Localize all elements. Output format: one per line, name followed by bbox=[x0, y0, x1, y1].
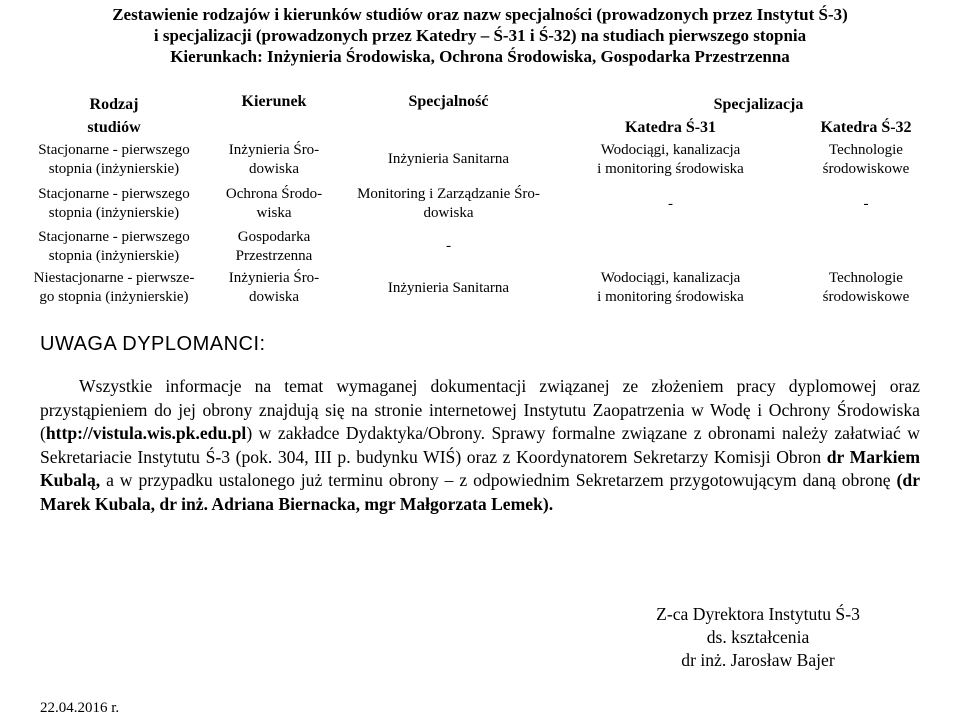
notice-paragraph: Wszystkie informacje na temat wymaganej dokumentacji związanej ze złożeniem pracy dyplomowej oraz przystąpieniem do jej obrony znajdują się na stronie internetowej Instytutu Zaopatrzenia w Wodę i Ochrony Środowiska (http://vistula.wis.pk.edu.pl) w zakładce Dydaktyka/Obrony. Sprawy formalne związane z obronami należy załatwiać w Sekretariacie Instytutu Ś-3 (pok. 304, III p. budynku WIŚ) oraz z Koordynatorem Sekretarzy Komisji Obron dr Markiem Kubalą, a w przypadku ustalonego już terminu obrony – z odpowiednim Sekretarzem przygotowującym daną obronę (dr Marek Kubala, dr inż. Adriana Biernacka, mgr Małgorzata Lemek). bbox=[40, 376, 920, 514]
cell-rodzaj: Stacjonarne - pierwszego stopnia (inżynierskie) bbox=[38, 186, 190, 221]
programs-table bbox=[14, 92, 954, 309]
cell-specjalizacja-s31 bbox=[563, 226, 778, 267]
header-katedra-s31: Katedra Ś-31 bbox=[624, 118, 717, 136]
cell-rodzaj: Stacjonarne - pierwszego stopnia (inżynierskie) bbox=[38, 141, 190, 177]
cell-kierunek: Ochrona Środo- wiska bbox=[225, 186, 323, 221]
header-kierunek: Kierunek bbox=[241, 93, 307, 110]
table-row bbox=[14, 226, 954, 267]
signature-block bbox=[608, 603, 908, 672]
header-rodzaj: Rodzaj bbox=[89, 96, 139, 113]
table-header-row bbox=[14, 92, 954, 117]
title-line-1: Zestawienie rodzajów i kierunków studiów oraz nazw specjalności (prowadzonych przez Instytut Ś-3) bbox=[112, 5, 848, 24]
title-line-2: i specjalizacji (prowadzonych przez Katedry – Ś-31 i Ś-32) na studiach pierwszego stopnia bbox=[153, 26, 807, 45]
header-katedra-s32: Katedra Ś-32 bbox=[820, 118, 912, 136]
cell-specjalizacja-s32: Technologie środowiskowe bbox=[822, 141, 910, 177]
secretaries-names: (dr Marek Kubala, dr inż. Adriana Biernacka, mgr Małgorzata Lemek). bbox=[40, 470, 920, 514]
cell-specjalizacja-s32 bbox=[778, 226, 954, 267]
notice-heading: UWAGA DYPLOMANCI: bbox=[40, 333, 266, 355]
cell-specjalizacja-s32: Technologie środowiskowe bbox=[822, 270, 910, 305]
header-specjalnosc: Specjalność bbox=[408, 93, 489, 110]
coordinator-name: dr Markiem Kubalą, bbox=[40, 446, 920, 490]
header-studiow: studiów bbox=[87, 118, 141, 136]
table-row bbox=[14, 182, 954, 226]
cell-rodzaj: Stacjonarne - pierwszego stopnia (inżynierskie) bbox=[38, 228, 190, 264]
signature-line-3: dr inż. Jarosław Bajer bbox=[681, 650, 835, 670]
cell-specjalnosc: - bbox=[446, 238, 451, 254]
cell-kierunek: Gospodarka Przestrzenna bbox=[235, 228, 313, 264]
institute-url: http://vistula.wis.pk.edu.pl bbox=[45, 423, 247, 443]
cell-specjalnosc: Monitoring i Zarządzanie Śro- dowiska bbox=[357, 186, 540, 221]
cell-specjalizacja-s31: - bbox=[668, 195, 673, 212]
signature-line-1: Z-ca Dyrektora Instytutu Ś-3 bbox=[656, 604, 860, 624]
table-row bbox=[14, 137, 954, 182]
title-line-3: Kierunkach: Inżynieria Środowiska, Ochrona Środowiska, Gospodarka Przestrzenna bbox=[170, 47, 790, 66]
cell-kierunek: Inżynieria Śro- dowiska bbox=[228, 270, 320, 305]
signature-line-2: ds. kształcenia bbox=[706, 627, 810, 647]
cell-specjalizacja-s32: - bbox=[863, 195, 869, 212]
cell-specjalnosc: Inżynieria Sanitarna bbox=[387, 279, 510, 296]
header-specjalizacja: Specjalizacja bbox=[713, 96, 804, 113]
cell-specjalizacja-s31: Wodociągi, kanalizacja i monitoring środowiska bbox=[597, 270, 744, 305]
document-title bbox=[0, 4, 960, 67]
cell-specjalnosc: Inżynieria Sanitarna bbox=[387, 151, 510, 167]
cell-rodzaj: Niestacjonarne - pierwsze- go stopnia (inżynierskie) bbox=[33, 270, 195, 305]
table-row bbox=[14, 267, 954, 309]
document-date: 22.04.2016 r. bbox=[40, 700, 120, 716]
cell-kierunek: Inżynieria Śro- dowiska bbox=[228, 141, 320, 177]
cell-specjalizacja-s31: Wodociągi, kanalizacja i monitoring środowiska bbox=[597, 141, 744, 177]
